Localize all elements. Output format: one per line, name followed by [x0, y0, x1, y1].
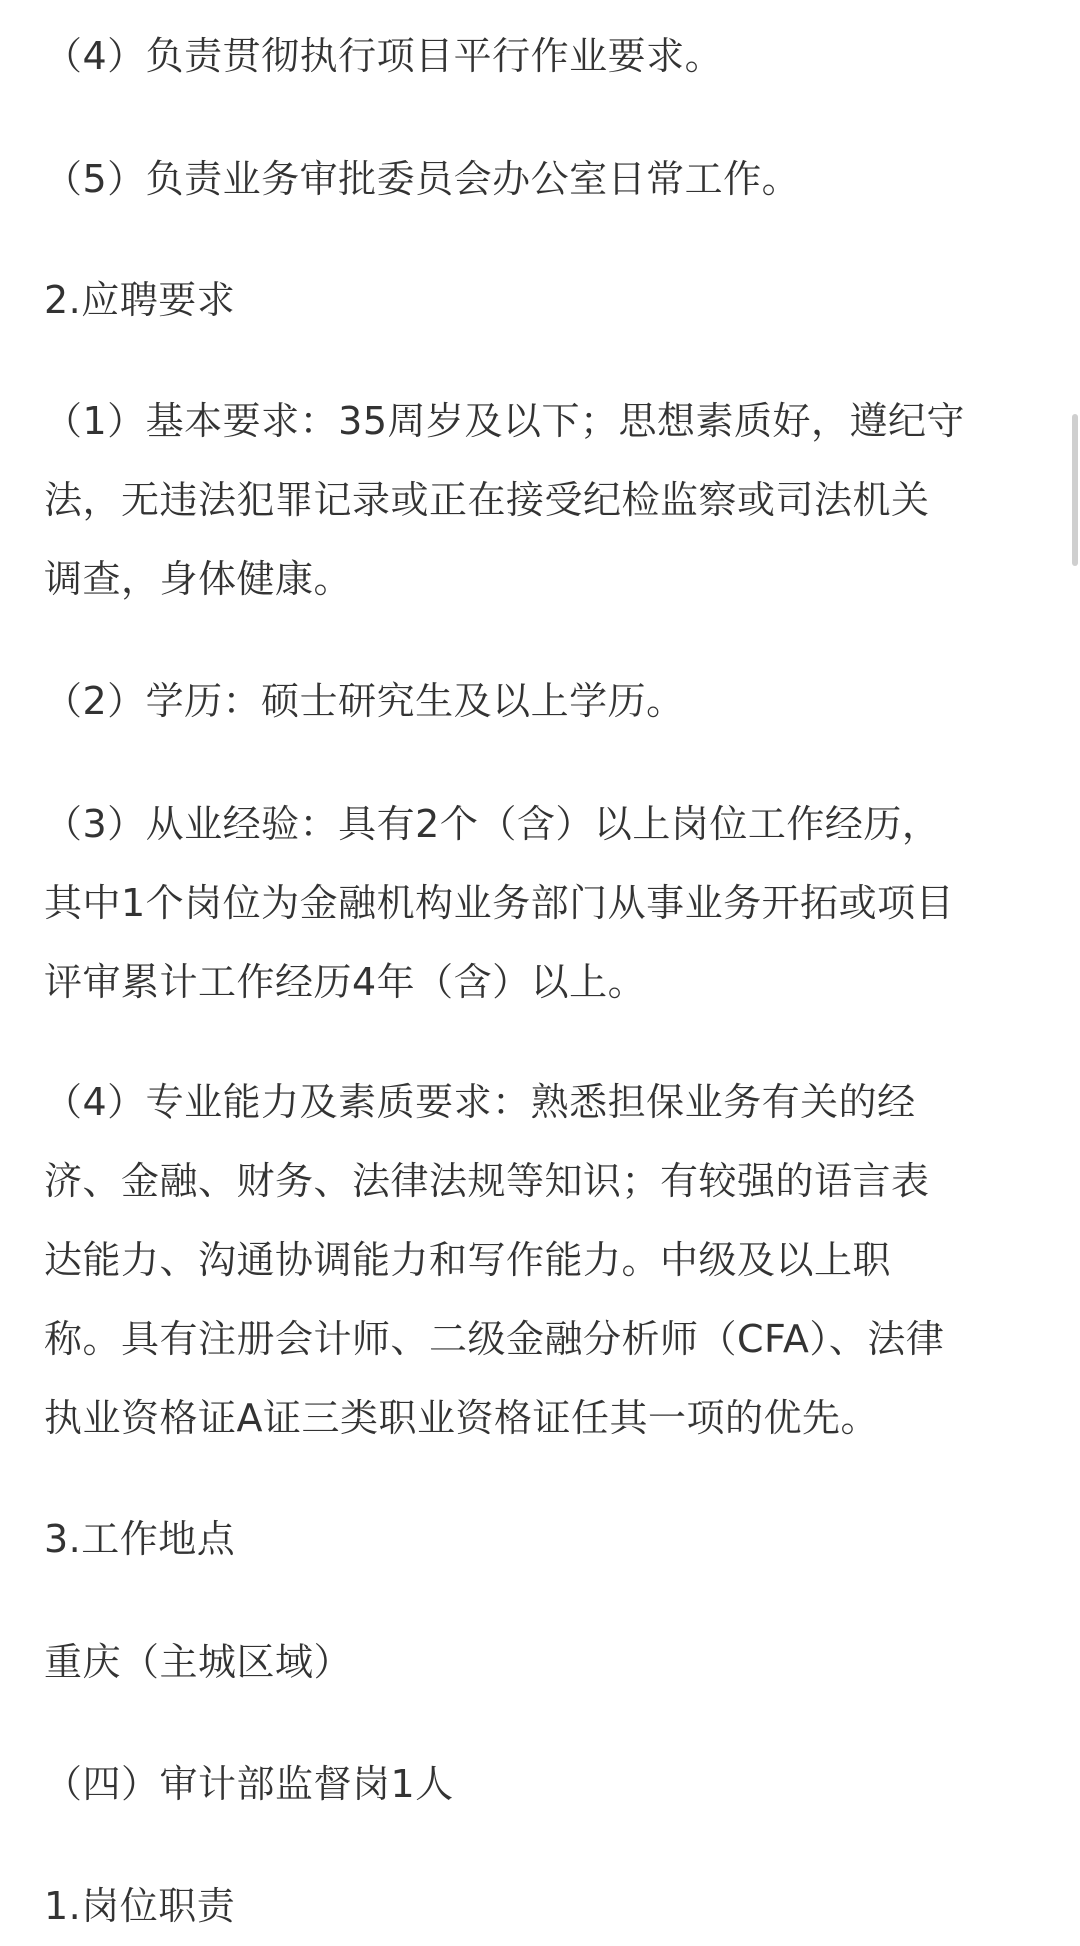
paragraph-text: （2）学历：硕士研究生及以上学历。 [44, 679, 685, 723]
requirement-item-1 [44, 382, 1034, 619]
paragraph-line: （4）专业能力及素质要求：熟悉担保业务有关的经 [44, 1080, 916, 1124]
paragraph-line: 评审累计工作经历4年（含）以上。 [44, 960, 647, 1004]
duty-item-4 [44, 17, 1034, 96]
paragraph-line: 执业资格证A证三类职业资格证任其一项的优先。 [44, 1396, 879, 1440]
paragraph-line: 济、金融、财务、法律法规等知识；有较强的语言表 [44, 1159, 930, 1203]
heading-text: （四）审计部监督岗1人 [44, 1762, 454, 1806]
paragraph-line: 达能力、沟通协调能力和写作能力。中级及以上职 [44, 1238, 892, 1282]
duty-item-5 [44, 140, 1034, 219]
paragraph-line: （1）基本要求：35周岁及以下；思想素质好，遵纪守 [44, 399, 966, 443]
requirement-item-4 [44, 1063, 1034, 1458]
paragraph-line: 法，无违法犯罪记录或正在接受纪检监察或司法机关 [44, 478, 930, 522]
paragraph-line: 其中1个岗位为金融机构业务部门从事业务开拓或项目 [44, 881, 955, 925]
section-heading-location [44, 1500, 1034, 1579]
paragraph-text: （4）负责贯彻执行项目平行作业要求。 [44, 34, 724, 78]
heading-text: 2.应聘要求 [44, 278, 236, 322]
paragraph-text: 重庆（主城区域） [44, 1640, 353, 1684]
section-heading-requirements [44, 261, 1034, 340]
paragraph-text: （5）负责业务审批委员会办公室日常工作。 [44, 157, 801, 201]
heading-text: 3.工作地点 [44, 1517, 236, 1561]
position-heading-audit [44, 1745, 1034, 1824]
paragraph-line: 称。具有注册会计师、二级金融分析师（CFA）、法律 [44, 1317, 945, 1361]
location-text [44, 1623, 1034, 1702]
requirement-item-3 [44, 785, 1034, 1022]
paragraph-line: （3）从业经验：具有2个（含）以上岗位工作经历， [44, 802, 941, 846]
section-heading-duties [44, 1867, 1034, 1946]
requirement-item-2 [44, 662, 1034, 741]
heading-text: 1.岗位职责 [44, 1884, 236, 1928]
scrollbar-thumb[interactable] [1072, 414, 1078, 566]
paragraph-line: 调查，身体健康。 [44, 557, 353, 601]
